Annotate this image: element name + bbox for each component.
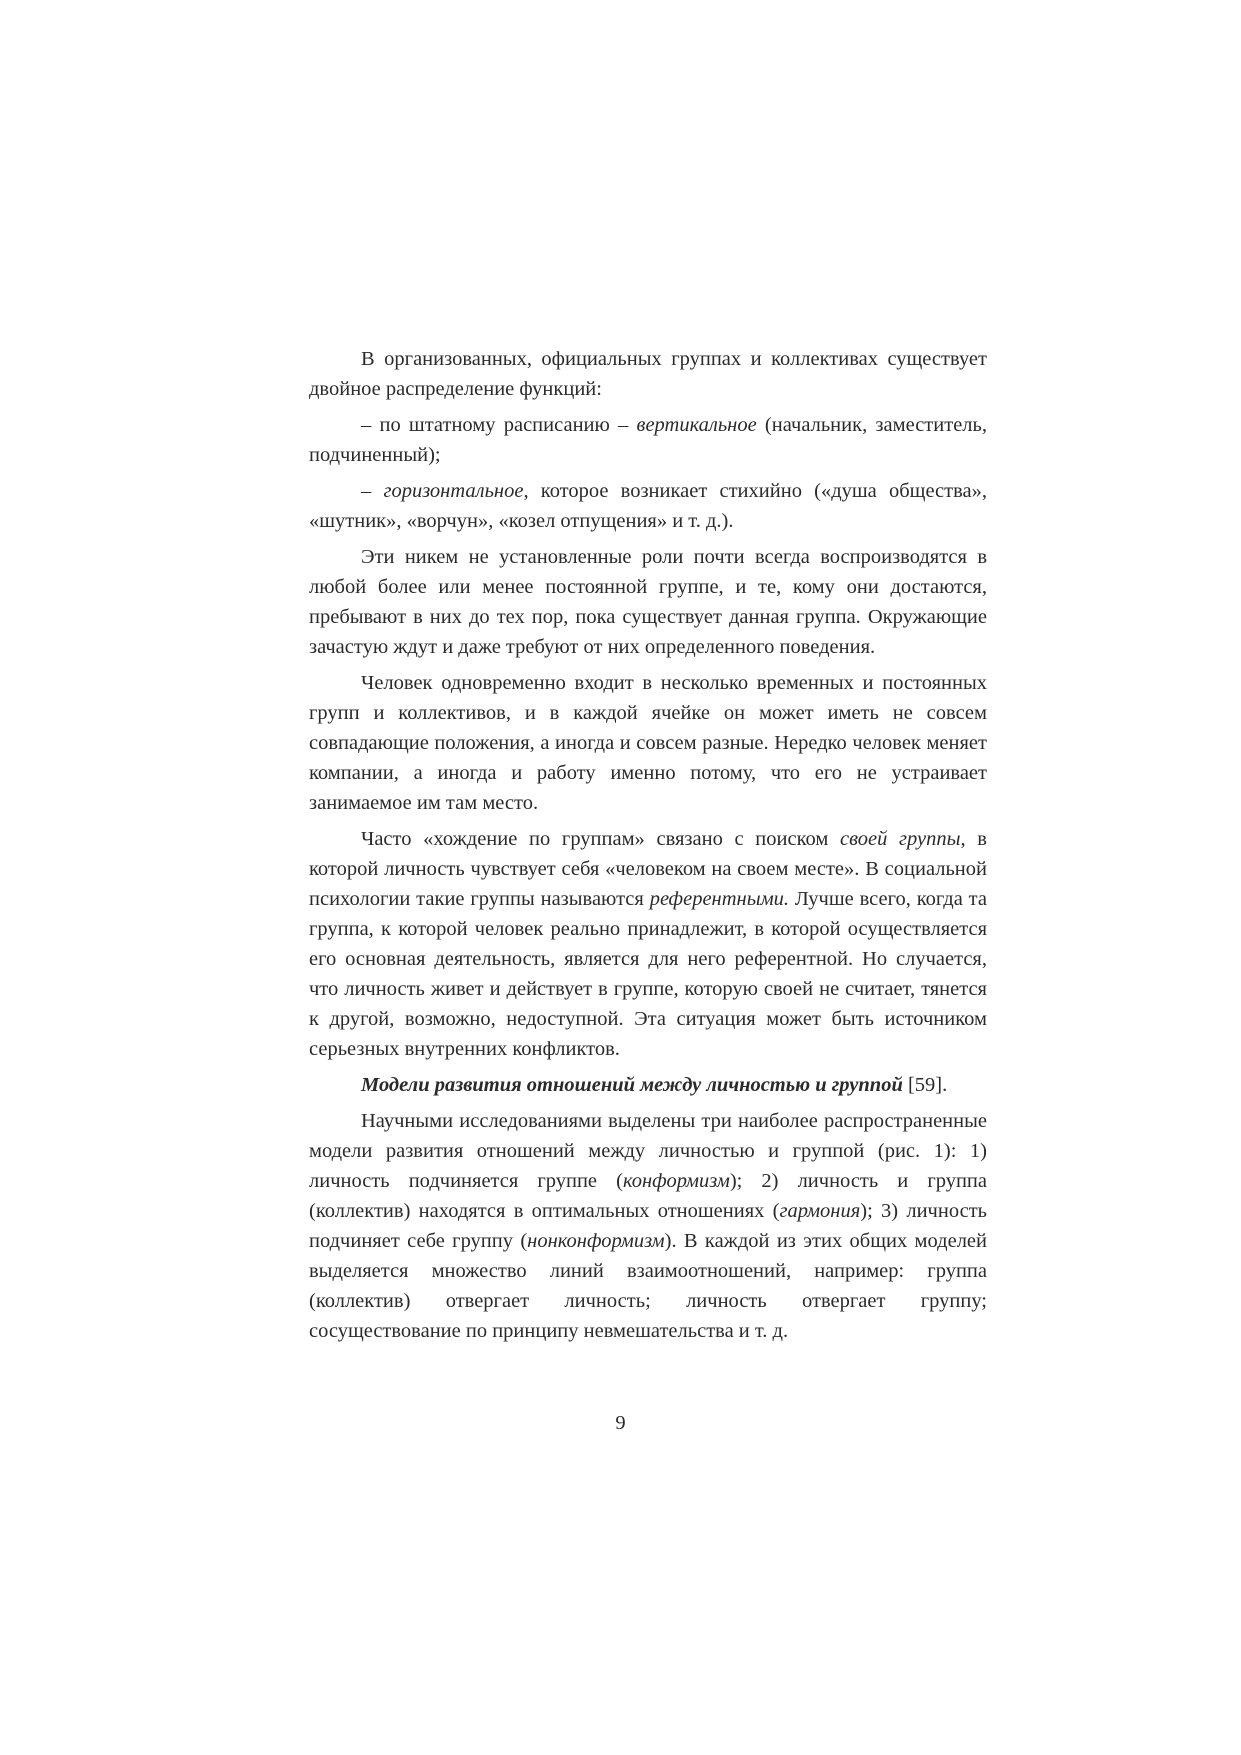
page-body <box>309 344 987 1346</box>
paragraph: В организованных, официальных группах и коллективах существует двойное распределение функций: <box>309 348 987 400</box>
page-number: 9 <box>615 1412 626 1434</box>
paragraph: Эти никем не установленные роли почти всегда воспроизводятся в любой более или менее постоянной группе, и те, кому они достаются, пребывают в них до тех пор, пока существует данная группа. Окружающие зачастую ждут и даже требуют от них определенного поведения. <box>309 546 987 658</box>
paragraph: Человек одновременно входит в несколько временных и постоянных групп и коллективов, и в каждой ячейке он может иметь не совсем совпадающие положения, а иногда и совсем разные. Нередко человек меняет компании, а иногда и работу именно потому, что его не устраивает занимаемое им там место. <box>309 672 987 814</box>
section-heading: Модели развития отношений между личностью и группой [59]. <box>361 1074 948 1096</box>
list-item: – горизонтальное, которое возникает стихийно («душа общества», «шутник», «ворчун», «козел отпущения» и т. д.). <box>309 480 987 532</box>
paragraph: Часто «хождение по группам» связано с поиском своей группы, в которой личность чувствует себя «человеком на своем месте». В социальной психологии такие группы называются референтными. Лучше всего, когда та группа, к которой человек реально принадлежит, в которой осуществляется его основная деятельность, является для него референтной. Но случается, что личность живет и действует в группе, которую своей не считает, тянется к другой, возможно, недоступной. Эта ситуация может быть источником серьезных внутренних конфликтов. <box>309 828 987 1060</box>
paragraph: Научными исследованиями выделены три наиболее распространенные модели развития отношений между личностью и группой (рис. 1): 1) личность подчиняется группе (конформизм); 2) личность и группа (коллектив) находятся в оптимальных отношениях (гармония); 3) личность подчиняет себе группу (нонконформизм). В каждой из этих общих моделей выделяется множество линий взаимоотношений, например: группа (коллектив) отвергает личность; личность отвергает группу; сосуществование по принципу невмешательства и т. д. <box>309 1110 988 1342</box>
list-item: – по штатному расписанию – вертикальное (начальник, заместитель, подчиненный); <box>309 414 988 466</box>
